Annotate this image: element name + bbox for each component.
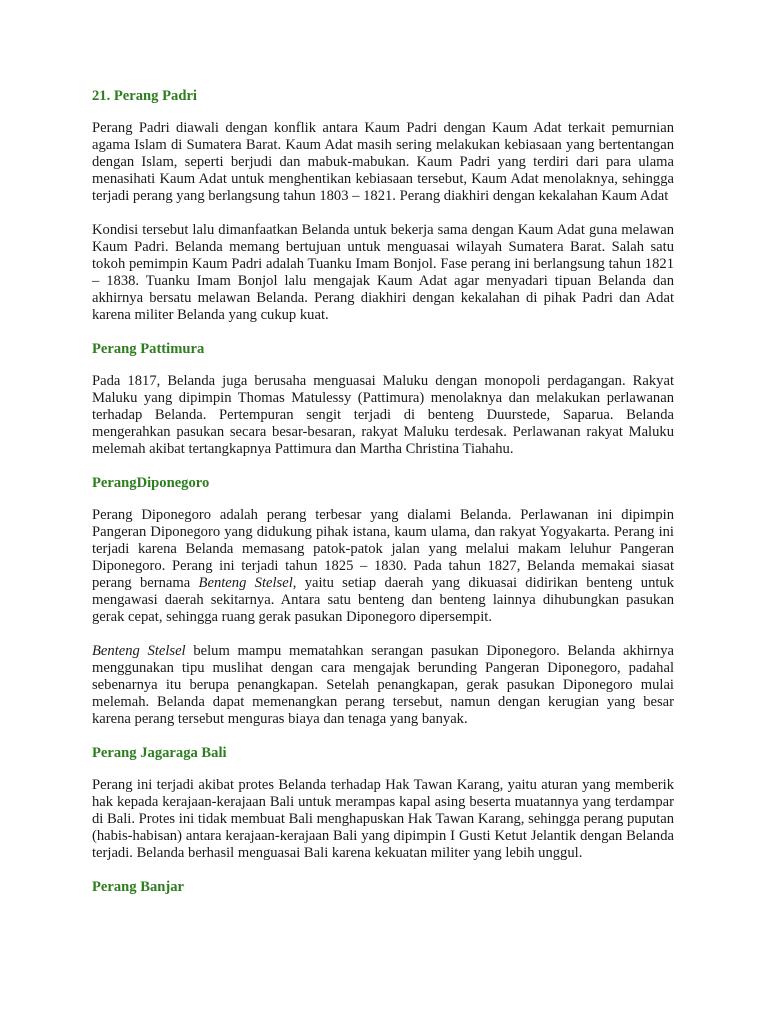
section-heading-perang-pattimura: Perang Pattimura [92,341,205,357]
section-heading-perang-padri: 21. Perang Padri [92,88,197,104]
paragraph-jagaraga-1: Perang ini terjadi akibat protes Belanda terhadap Hak Tawan Karang, yaitu aturan yang memberik hak kepada kerajaan-kerajaan Bali untuk merampas kapal asing beserta muatannya yang terdampar di Bali. Protes ini tidak membuat Bali menghapuskan Hak Tawan Karang, sehingga perang puputan (habis-habisan) antara kerajaan-kerajaan Bali yang dipimpin I Gusti Ketut Jelantik dengan Belanda terjadi. Belanda berhasil menguasai Bali karena kekuatan militer yang lebih unggul. [92,777,674,861]
paragraph-diponegoro-1 [92,507,674,626]
italic-term: Benteng Stelsel [92,643,186,659]
section-heading-perang-banjar: Perang Banjar [92,879,185,895]
paragraph-diponegoro-2 [92,643,674,728]
text-run: Perang Diponegoro adalah perang terbesar yang dialami Belanda. Perlawanan ini dipimpin Pangeran Diponegoro yang didukung pihak istana, kaum ulama, dan rakyat Yogyakarta. Perang ini terjadi karena Belanda memasang patok-patok jalan yang melalui makam leluhur Pangeran Diponegoro. Perang ini terjadi tahun 1825 – 1830. Pada tahun 1827, Belanda memakai siasat perang bernama [92,507,674,591]
paragraph-pattimura-1: Pada 1817, Belanda juga berusaha menguasai Maluku dengan monopoli perdagangan. Rakyat Maluku yang dipimpin Thomas Matulessy (Pattimura) menolaknya dan melakukan perlawanan terhadap Belanda. Pertempuran sengit terjadi di benteng Duurstede, Saparua. Belanda mengerahkan pasukan secara besar-besaran, rakyat Maluku terdesak. Perlawanan rakyat Maluku melemah akibat tertangkapnya Pattimura dan Martha Christina Tiahahu. [92,373,674,457]
section-heading-perang-jagaraga-bali: Perang Jagaraga Bali [92,745,227,761]
text-run: belum mampu mematahkan serangan pasukan Diponegoro. Belanda akhirnya menggunakan tipu muslihat dengan cara mengajak berunding Pangeran Diponegoro, padahal sebenarnya itu berupa penangkapan. Setelah penangkapan, gerak pasukan Diponegoro mulai melemah. Belanda dapat memenangkan perang tersebut, namun dengan kerugian yang besar karena perang tersebut menguras biaya dan tenaga yang banyak. [92,643,674,727]
text-run: , yaitu setiap daerah yang dikuasai didirikan benteng untuk mengawasi daerah sekitarnya. Antara satu benteng dan benteng lainnya dihubungkan pasukan gerak cepat, sehingga ruang gerak pasukan Diponegoro dipersempit. [92,575,675,625]
section-heading-perang-diponegoro: PerangDiponegoro [92,475,210,491]
paragraph-padri-1: Perang Padri diawali dengan konflik antara Kaum Padri dengan Kaum Adat terkait pemurnian agama Islam di Sumatera Barat. Kaum Adat masih sering melakukan kebiasaan yang bertentangan dengan Islam, seperti berjudi dan mabuk-mabukan. Kaum Padri yang terdiri dari para ulama menasihati Kaum Adat untuk menghentikan kebiasaan tersebut, Kaum Adat menolaknya, sehingga terjadi perang yang berlangsung tahun 1803 – 1821. Perang diakhiri dengan kekalahan Kaum Adat [92,120,674,204]
italic-term: Benteng Stelsel [198,575,293,591]
paragraph-padri-2: Kondisi tersebut lalu dimanfaatkan Belanda untuk bekerja sama dengan Kaum Adat guna melawan Kaum Padri. Belanda memang bertujuan untuk menguasai wilayah Sumatera Barat. Salah satu tokoh pemimpin Kaum Padri adalah Tuanku Imam Bonjol. Fase perang ini berlangsung tahun 1821 – 1838. Tuanku Imam Bonjol lalu mengajak Kaum Adat agar menyadari tipuan Belanda dan akhirnya bersatu melawan Belanda. Perang diakhiri dengan kekalahan di pihak Padri dan Adat karena militer Belanda yang cukup kuat. [92,222,674,323]
